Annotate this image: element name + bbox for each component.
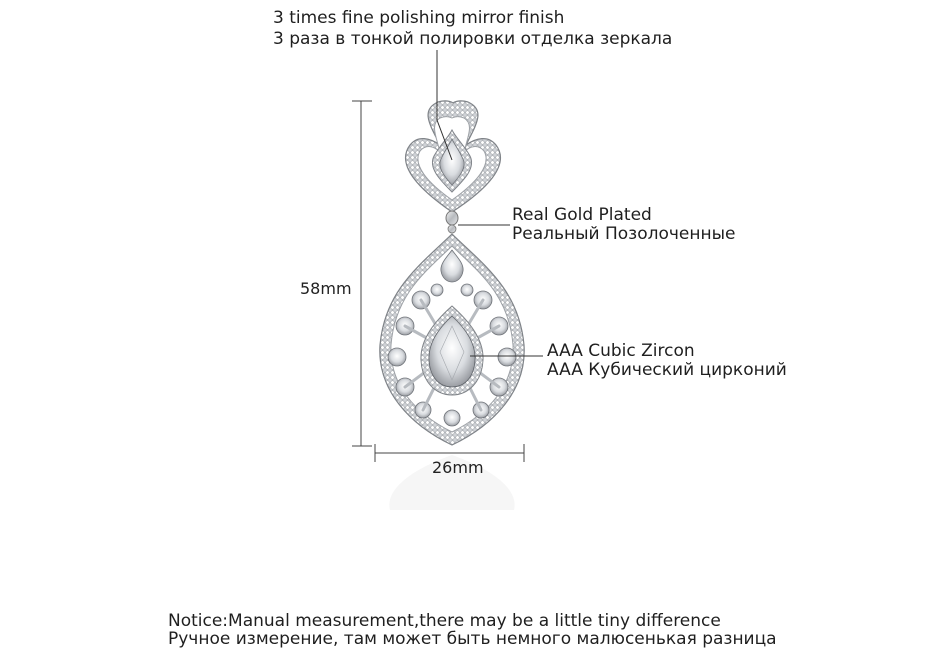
- width-dimension-label: 26mm: [432, 458, 484, 477]
- gold-label-en: Real Gold Plated: [512, 205, 652, 225]
- earring-top-section: [406, 101, 501, 225]
- notice-ru: Ручное измерение, там может быть немного малюсенькая разница: [168, 629, 777, 649]
- notice-en: Notice:Manual measurement,there may be a little tiny difference: [168, 611, 721, 631]
- polish-label-en: 3 times fine polishing mirror finish: [273, 8, 565, 28]
- zircon-label-ru: AAA Кубический цирконий: [547, 360, 787, 380]
- gold-label-ru: Реальный Позолоченные: [512, 224, 736, 244]
- earring-bottom-section: [380, 225, 524, 445]
- height-dimension-label: 58mm: [300, 279, 352, 298]
- height-dimension-lines: [352, 101, 372, 446]
- polish-label-ru: 3 раза в тонкой полировки отделка зеркала: [273, 29, 673, 49]
- zircon-label-en: AAA Cubic Zircon: [547, 341, 695, 361]
